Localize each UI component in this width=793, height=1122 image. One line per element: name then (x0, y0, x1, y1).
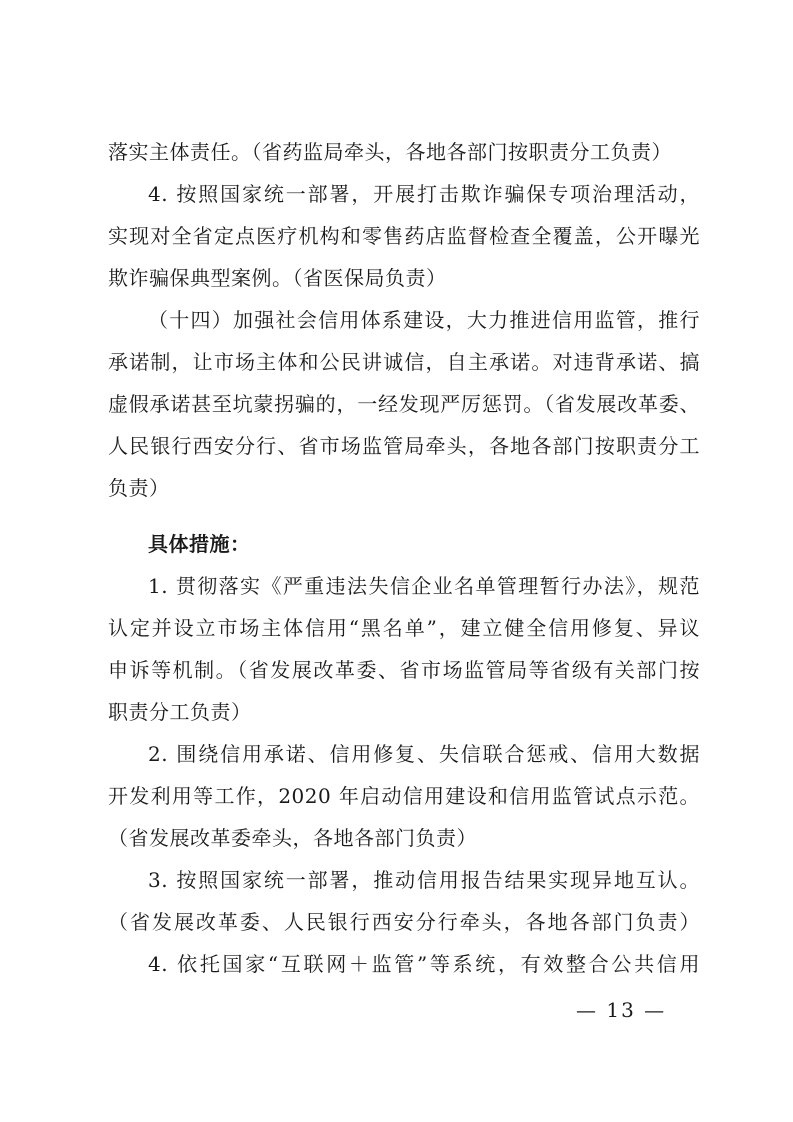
text-line-5: （十四）加强社会信用体系建设，大力推进信用监管，推行 (148, 308, 700, 332)
section-heading: 具体措施： (148, 532, 251, 556)
text-line-14: 职责分工负责） (108, 700, 252, 724)
text-line-4: 欺诈骗保典型案例。（省医保局负责） (108, 266, 447, 290)
text-line-3: 实现对全省定点医疗机构和零售药店监督检查全覆盖，公开曝光 (108, 224, 700, 248)
text-line-6: 承诺制，让市场主体和公民讲诚信，自主承诺。对违背承诺、搞 (108, 350, 700, 374)
text-line-13: 申诉等机制。（省发展改革委、省市场监管局等省级有关部门按 (108, 658, 700, 682)
text-line-15: 2. 围绕信用承诺、信用修复、失信联合惩戒、信用大数据 (148, 742, 700, 766)
text-line-12: 认定并设立市场主体信用“黑名单”，建立健全信用修复、异议 (108, 616, 700, 640)
text-line-17: （省发展改革委牵头，各地各部门负责） (108, 826, 477, 850)
text-line-11: 1. 贯彻落实《严重违法失信企业名单管理暂行办法》，规范 (148, 574, 700, 598)
text-line-1: 落实主体责任。（省药监局牵头，各地各部门按职责分工负责） (108, 140, 672, 164)
text-line-9: 负责） (108, 476, 170, 500)
text-line-20: 4. 依托国家“互联网＋监管”等系统，有效整合公共信用 (148, 952, 700, 976)
text-line-7: 虚假承诺甚至坑蒙拐骗的，一经发现严厉惩罚。（省发展改革委、 (108, 392, 700, 416)
text-line-16: 开发利用等工作，2020 年启动信用建设和信用监管试点示范。 (108, 784, 700, 808)
text-line-19: （省发展改革委、人民银行西安分行牵头，各地各部门负责） (108, 910, 700, 934)
text-line-18: 3. 按照国家统一部署，推动信用报告结果实现异地互认。 (148, 868, 700, 892)
page-number: — 13 — (576, 998, 667, 1022)
text-line-8: 人民银行西安分行、省市场监管局牵头，各地各部门按职责分工 (108, 434, 700, 458)
text-line-2: 4. 按照国家统一部署，开展打击欺诈骗保专项治理活动， (148, 182, 700, 206)
